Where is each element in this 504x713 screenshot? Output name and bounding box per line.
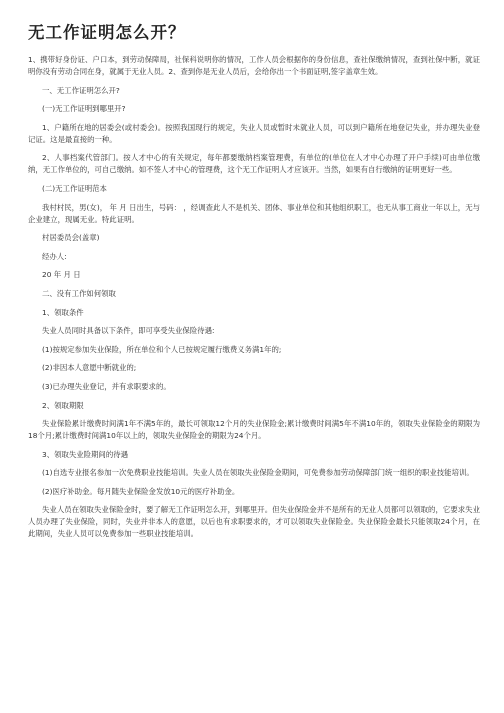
paragraph: 1、领取条件 <box>42 307 84 317</box>
paragraph: 2、领取期限 <box>42 400 84 410</box>
paragraph: 失业人员在领取失业保险金时，要了解无工作证明怎么开，到哪里开。但失业保险金并不是所有的无业人员都可以领取的，它要求失业人员办理了失业保险，同时，失业并非本人的意愿，以后也有求职要求的，才可以领取失业保险金。失业保险金最长只能领取24个月，在此期间，失业人员可以免费参加一些职业技能培训。 <box>28 505 480 539</box>
paragraph: (1)按规定参加失业保险，所在单位和个人已按规定履行缴费义务满1年的; <box>42 344 282 354</box>
paragraph: 我村村民，男(女)， 年 月 日出生，号码： ，经调查此人不是机关、团体、事业单位和其他组织职工，也无从事工商业一年以上，无与企业建立，现属无业。特此证明。 <box>28 202 480 224</box>
paragraph: 失业保险累计缴费时间满1年不满5年的，最长可领取12个月的失业保险金;累计缴费时间满5年不满10年的，领取失业保险金的期限为18个月;累计缴费时间满10年以上的，领取失业保险金的期限为24个月。 <box>28 419 480 441</box>
paragraph: 二、没有工作如何领取 <box>42 288 116 298</box>
paragraph: 20 年 月 日 <box>42 270 81 280</box>
paragraph: 村居委员会(盖章) <box>42 233 100 243</box>
page-title: 无工作证明怎么开？ <box>28 23 186 42</box>
paragraph: (一)无工作证明到哪里开? <box>42 104 126 114</box>
paragraph: (1)自选专业报名参加一次免费职业技能培训。失业人员在领取失业保险金期间，可免费参加劳动保障部门统一组织的职业技能培训。 <box>42 468 474 478</box>
paragraph: 一、无工作证明怎么开? <box>42 85 120 95</box>
document-body <box>28 54 480 540</box>
paragraph: 3、领取失业险期间的待遇 <box>42 449 129 459</box>
paragraph: 1、携带好身份证、户口本，到劳动保障局，社保科说明你的情况，工作人员会根据你的身份信息，查社保缴纳情况，查到社保中断，就证明你没有劳动合同在身，就属于无业人员。2、查到你是无业人员后，会给你出一个书面证明,签字盖章生效。 <box>28 55 480 76</box>
paragraph: 失业人员同时具备以下条件，即可享受失业保险待遇: <box>42 326 215 336</box>
paragraph: (3)已办理失业登记，并有求职要求的。 <box>42 381 171 391</box>
paragraph: (2)医疗补助金。每月随失业保险金发放10元的医疗补助金。 <box>42 486 240 496</box>
paragraph: (二)无工作证明范本 <box>42 183 107 193</box>
paragraph: (2)非因本人意愿中断就业的; <box>42 363 137 373</box>
document-page <box>28 22 480 547</box>
paragraph: 1、户籍所在地的居委会(或村委会)。按照我国现行的规定，失业人员或暂时未就业人员，可以到户籍所在地登记失业，并办理失业登记证。这是最直接的一种。 <box>28 122 480 144</box>
paragraph: 2、人事档案代管部门。按人才中心的有关规定，每年都要缴纳档案管理费，有单位的(单位在人才中心办理了开户手续)可由单位缴纳，无工作单位的，可自己缴纳。如不签人才中心的管理费，这个无工作证明人才应该开。当然，如果有自行缴纳的证明更好一些。 <box>28 153 480 175</box>
paragraph: 经办人: <box>42 251 67 261</box>
